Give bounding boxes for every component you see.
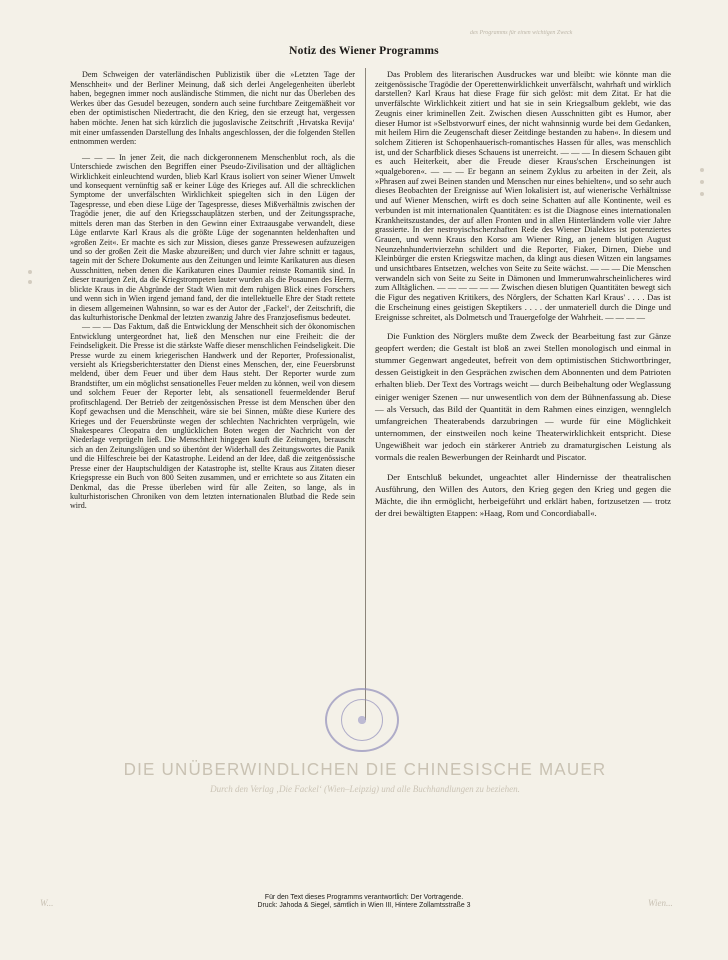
quote-paragraph-3: Das Problem des literarischen Ausdruckes war und bleibt: wie könnte man die zeitgenössische Tragödie der Operettenwirklichkeit unverfälscht, wahrhaft und wirklich darstellen? Karl Kraus hat diese Frage für sich gelöst: mit dem Zitat. Er hat die unverfälschte Wirklichkeit zitiert und hat sie in sein Kriegsalbum geklebt, wie das Zeugnis einer kriminellen Zeit. Zwischen diesen Ausschnitten gibt es Humor, aber dieser Humor ist »Selbstvorwurf eines, der nicht wahnsinnig wurde bei dem Gedanken, mit heilem Hirn die Zeugenschaft dieser Zeitdinge bestanden zu haben«. In diesem und solchem Zitieren ist Schopenhauerisch-romantisches Hassen für alles, was menschlich ist, und der Scharfblick dieses Schauens ist unerreicht. — — — In diesem Schauen gibt es auch Heiterkeit, aber die Freude dieser Kraus'schen Erscheinungen ist »qualgeboren«. — — — Er begann an seinem Zyklus zu arbeiten in der Zeit, als »Phrasen auf zwei Beinen standen und Menschen nur eines behielten«, und so sehr auch dieses Beobachten der Ereignisse auf Wien lokalisiert ist, auf wienerische Verhältnisse und auf Wiener Menschen, wirft es doch seine Schatten auf alle Kontinente, weil es verbunden ist mit internationalen Quantitäten: es ist die Diagnose eines internationalen Krankheitszustandes, der auf allen Fronten und in allen Hinterländern volle vier Jahre grassierte. In der nestroyischscherzhaften Rede des Wiener Dialektes ist potenziertes Grauen, und wenn Kraus den Korso am Wiener Ring, an jenem blutigen August Neunzehnhundertvierzehn schildert und die Reporter, Fiaker, Dirnen, Diebe und Kleinbürger die ersten Kriegswitze machen, da klingt aus diesen Witzen ein langsames und unsichtbares Entsetzen, welches von Seite zu Seite wächst. — — — Die Menschen verwandeln sich von Seite zu Seite in Dämonen und Immerunwahrscheinlicheres wird zum Alltäglichen. — — — — — — Zwischen diesen blutigen Quantitäten bewegt sich die Figur des negativen Kritikers, des Nörglers, der Schatten Karl Kraus' . . . . Das ist die Erscheinung eines geistigen Skeptikers . . . . der unmateriell durch die Dinge und Ereignisse schreitet, als Dolmetsch und Trauergefolge der Wahrheit. — — — — [375, 70, 671, 322]
intro-paragraph: Dem Schweigen der vaterländischen Publizistik über die »Letzten Tage der Menschheit« und der Berliner Meinung, daß sich derlei Angelegenheiten überlebt haben, begegnen immer noch ausländische Stimmen, die nicht nur das Überleben des Werkes über das Gesudel bezeugen, sondern auch seine furchtbare Zeitgemäßheit vor eben der optimistischen Niedertracht, die den Krieg, den sie erzeugt hat, vergessen haben möchte. Jenen hat sich kürzlich die jugoslavische Zeitschrift ‚Hrvatska Revija‘ mit einer umfassenden Darstellung des Inhalts angeschlossen, der die folgenden Stellen entnommen werden: [70, 70, 355, 147]
quoted-excerpt-continued [375, 70, 671, 322]
bleed-corner-right: Wien... [648, 898, 673, 908]
footer-printer-line: Druck: Jahoda & Siegel, sämtlich in Wien III, Hintere Zollamtsstraße 3 [257, 902, 471, 910]
printer-footer [0, 894, 728, 911]
bleed-corner-left: W... [40, 898, 54, 908]
quoted-excerpt-block [70, 153, 355, 511]
library-stamp-icon [325, 688, 399, 752]
page-title: Notiz des Wiener Programms [289, 45, 439, 57]
punch-hole-marks-left [28, 270, 34, 290]
header-bleed-through-text: des Programms für einen wichtigen Zweck [470, 30, 573, 36]
footer-responsibility-line: Für den Text dieses Programms verantwortlich: Der Vortragende. [264, 894, 464, 901]
quote-paragraph-1: — — — In jener Zeit, die nach dickgeronnenem Menschenblut roch, als die Unterschiede zwischen den Begriffen einer Pseudo-Zivilisation und der alltäglichen Wirklichkeit einleuchtend wurden, blieb Karl Kraus isoliert von seiner Wiener Umwelt und konsequent vernünftig saß er keiner Lüge des Krieges auf. All die schrecklichen Symptome der unverfälschten Wirklichkeit spiegelten sich in den Lügen der Tagespresse, und eben diese Lüge der Tagespresse, dieses Mißverhältnis zwischen der Tragödie jener, die auf den Kriegsschauplätzen sterben, und der Zeitungssprache, mittels deren man das Sterben in den Gewinn einer Extraausgabe verwandelt, diese Lüge entlarvte Karl Kraus als die größte Lüge der sogenannten heldenhaften und »großen Zeit«. Er machte es sich zur Mission, dieses ganze Pressewesen aufzuzeigen und so der großen Zeit die Maske abzureißen; und durch vier Jahre schnitt er tagaus, tagein mit der Schere Dokumente aus den Zeitungen und leimte Karikaturen aus diesen Ausschnitten, neben denen die Karikaturen eines Daumier reinste Romantik sind. In dieser traurigen Zeit, da die Kriegstrompeten lauter wurden als die Posaunen des Herrn, blickte Kraus in die Abgründe der Stadt Wien mit dem ruhigen Blick eines Forschers und wenn sich in Wien irgend jemand fand, der die intellektuelle Ehre der Stadt rettete in diesem allgemeinen Wahnsinn, so war es der Autor der ‚Fackel‘, der Zeitschrift, die das kulturhistorische Denkmal der letzten zwanzig Jahre des Franzjosefismus bedeutet. [70, 152, 355, 322]
bleed-through-subtitle: Durch den Verlag ‚Die Fackel‘ (Wien–Leipzig) und alle Buchhandlungen zu beziehen. [210, 784, 520, 794]
bleed-through-banner: DIE UNÜBERWINDLICHEN DIE CHINESISCHE MAUER [123, 759, 607, 780]
left-column [70, 70, 355, 511]
column-divider [365, 68, 366, 720]
quote-paragraph-2: — — — Das Faktum, daß die Entwicklung der Menschheit sich der ökonomischen Entwicklung untergeordnet hat, ließ den Menschen nur eine Freiheit: die der Feindseligkeit. Die Presse ist die stärkste Waffe dieser menschlichen Feindseligkeit. Die Presse wurde zu einem kriegerischen Handwerk und der Reporter, Professionalist, versieht als Kriegsberichterstatter den Dienst eines Menschen, der, eine Feuersbrunst meldend, über dem Feuer und über dem Haus steht. Der Reporter wurde zum Brandstifter, um ein möglichst sensationelles Feuer melden zu können, weil von diesem und solchem Feuer der Reporter lebt, als sensationell feuermeldender Beruf profitschlagend. Der Betrieb der zeitgenössischen Presse ist dem Menschen über den Kopf gewachsen und die Menschheit, wäre sie bei Sinnen, müßte diese Kuriere des Krieges und der Feuersbrünste wegen der schlechten Nachrichten verprügeln, wie Shakespeares Cleopatra den unglücklichen Boten wegen der Nachricht von der Niederlage verprügeln ließ. Die Menschheit hingegen kauft die Zeitungen, berauscht sich an den Zeitungslügen und so übertönt der Widerhall des Zeitungswortes die Panik und die Hilfeschreie bei der Katastrophe. Leidend an der Idee, daß die zeitgenössische Presse einer der Hauptschuldigen der Katastrophe ist, stellte Kraus aus Zitaten dieser Kriegspresse ein Buch von 800 Seiten zusammen, und er errichtete so aus Zitaten ein Denkmal, das die Presse überleben wird für alle Zeiten, so lange, als in kulturhistorischen Chroniken von dem letzten internationalen Blutbad die Rede sein wird. [70, 322, 355, 511]
commentary-block [375, 330, 671, 519]
punch-hole-marks-right [700, 168, 704, 204]
commentary-paragraph-2: Der Entschluß bekundet, ungeachtet aller Hindernisse der theatralischen Ausführung, den Willen des Autors, den Krieg gegen den Krieg und gegen die Mächte, die ihn ermöglicht, herbeigeführt und erklärt haben, fortzusetzen — trotz der drei bewältigten Etappen: »Haag, Rom und Concordiaball«. [375, 471, 671, 518]
commentary-paragraph-1: Die Funktion des Nörglers mußte dem Zweck der Bearbeitung fast zur Gänze geopfert werden; die Gestalt ist bloß an zwei Stellen monologisch und einmal in stummer Gegenwart angedeutet, befreit von dem optimistischen Stichwortbringer, dessen Geistigkeit in den Gesprächen zwischen dem Abonnenten und dem Patrioten erhalten blieb. Der Text des Vortrags weicht — durch Beibehaltung oder Weglassung einiger weniger Szenen — nur unwesentlich von dem der Bühnenfassung ab. Diese — als Versuch, das Bild der Quantität in dem Rahmen eines einzigen, wennglelch umfangreichen Theaterabends darzubringen — wurde für eine Möglichkeit unternommen, der einstweilen noch keine Theaterwirklichkeit entspricht. Diese Ungewißheit war jedoch ein stärkerer Antrieb zu dramaturgischen Leistung als vormals die realen Bewerbungen der Reinhardt und Piscator. [375, 331, 671, 462]
right-column [375, 70, 671, 519]
